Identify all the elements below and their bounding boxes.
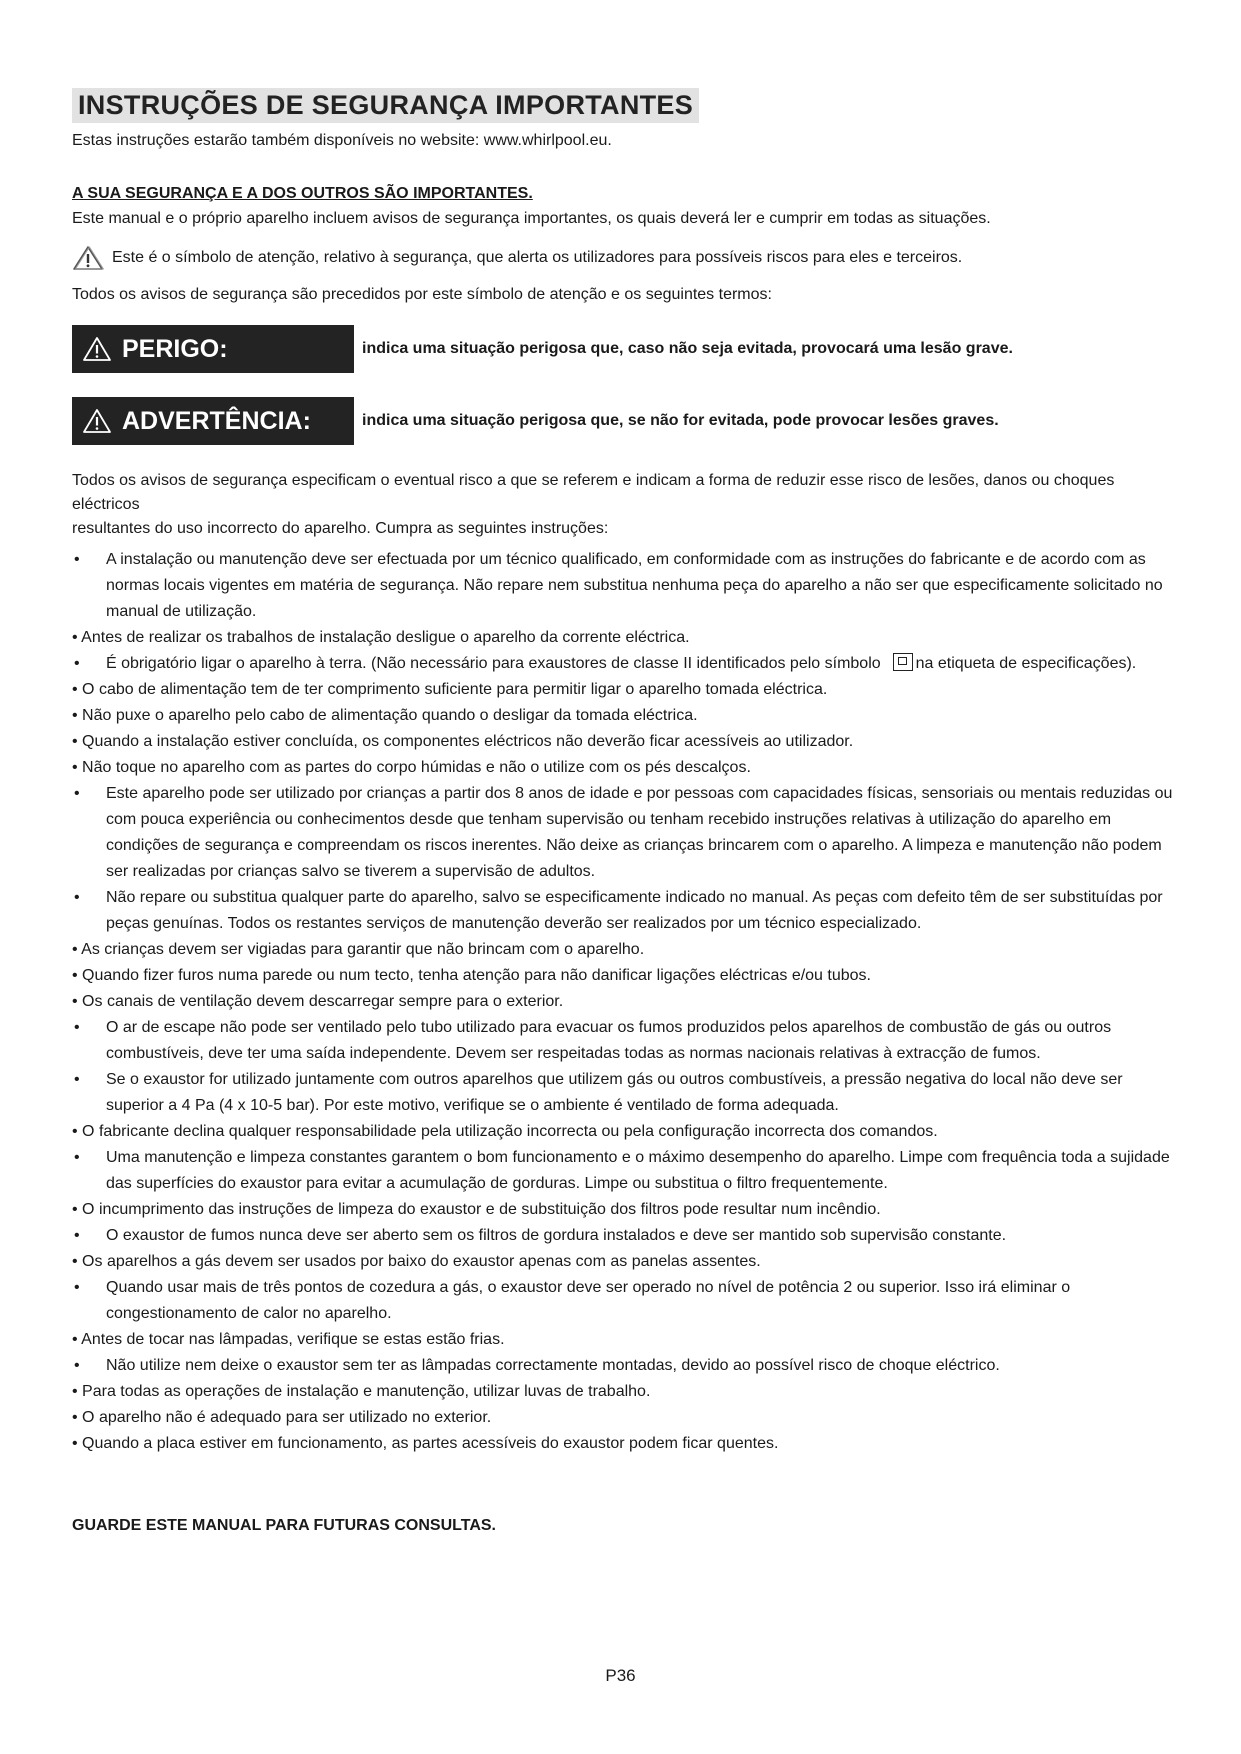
terms-intro: Todos os avisos de segurança são precedidos por este símbolo de atenção e os seguintes termos:: [72, 286, 772, 303]
warning-label: ADVERTÊNCIA:: [122, 406, 311, 435]
list-item: • Para todas as operações de instalação e manutenção, utilizar luvas de trabalho.: [72, 1379, 1182, 1405]
website-note: Estas instruções estarão também disponíveis no website: www.whirlpool.eu.: [72, 132, 612, 149]
list-item: • Uma manutenção e limpeza constantes garantem o bom funcionamento e o máximo desempenho do aparelho. Limpe com frequência toda a sujidade das superfícies do exaustor para evitar a acumulação de gorduras. Limpe ou substitua o filtro frequentemente.: [72, 1145, 1182, 1197]
list-item: • O ar de escape não pode ser ventilado pelo tubo utilizado para evacuar os fumos produzidos pelos aparelhos de combustão de gás ou outros combustíveis, deve ter uma saída independente. Devem ser respeitadas todas as normas nacionais relativas à extracção de fumos.: [72, 1015, 1182, 1067]
list-item: • Quando fizer furos numa parede ou num tecto, tenha atenção para não danificar ligações eléctricas e/ou tubos.: [72, 963, 1182, 989]
list-item: • O exaustor de fumos nunca deve ser aberto sem os filtros de gordura instalados e deve ser mantido sob supervisão constante.: [72, 1223, 1182, 1249]
list-item: • Antes de tocar nas lâmpadas, verifique se estas estão frias.: [72, 1327, 1182, 1353]
list-item: • Este aparelho pode ser utilizado por crianças a partir dos 8 anos de idade e por pessoas com capacidades físicas, sensoriais ou mentais reduzidas ou com pouca experiência ou conhecimentos desde que tenham supervisão ou tenham recebido instruções relativas à utilização do aparelho em condições de segurança e compreendam os riscos inerentes. Não deixe as crianças brincarem com o aparelho. A limpeza e manutenção não podem ser realizadas por crianças salvo se tiverem a supervisão de adultos.: [72, 781, 1182, 885]
list-item: • O cabo de alimentação tem de ter comprimento suficiente para permitir ligar o aparelho tomada eléctrica.: [72, 677, 1182, 703]
page-title: INSTRUÇÕES DE SEGURANÇA IMPORTANTES: [72, 88, 699, 123]
list-item: • Quando a instalação estiver concluída, os componentes eléctricos não deverão ficar acessíveis ao utilizador.: [72, 729, 1182, 755]
danger-label: PERIGO:: [122, 334, 228, 363]
warning-description: indica uma situação perigosa que, se não for evitada, pode provocar lesões graves.: [362, 412, 999, 429]
warning-signal-row: [72, 397, 1182, 445]
danger-label-box: [72, 325, 354, 373]
list-item: • Não utilize nem deixe o exaustor sem ter as lâmpadas correctamente montadas, devido ao possível risco de choque eléctrico.: [72, 1353, 1182, 1379]
list-item: • Não puxe o aparelho pelo cabo de alimentação quando o desligar da tomada eléctrica.: [72, 703, 1182, 729]
general-paragraph: [72, 469, 1182, 541]
list-item: • As crianças devem ser vigiadas para garantir que não brincam com o aparelho.: [72, 937, 1182, 963]
warning-triangle-icon: [82, 336, 112, 362]
list-item: • Os canais de ventilação devem descarregar sempre para o exterior.: [72, 989, 1182, 1015]
general-line-1: Todos os avisos de segurança especificam o eventual risco a que se referem e indicam a forma de reduzir esse risco de lesões, danos ou choques eléctricos: [72, 472, 1115, 513]
danger-description: indica uma situação perigosa que, caso não seja evitada, provocará uma lesão grave.: [362, 340, 1013, 357]
section-heading: A SUA SEGURANÇA E A DOS OUTROS SÃO IMPORTANTES.: [72, 185, 533, 202]
list-item: • A instalação ou manutenção deve ser efectuada por um técnico qualificado, em conformidade com as instruções do fabricante e de acordo com as normas locais vigentes em matéria de segurança. Não repare nem substitua nenhuma peça do aparelho a não ser que especificamente solicitado no manual de utilização.: [72, 547, 1182, 625]
warning-label-box: [72, 397, 354, 445]
intro-paragraph: Este manual e o próprio aparelho incluem avisos de segurança importantes, os quais deverá ler e cumprir em todas as situações.: [72, 210, 991, 227]
attention-symbol-row: [72, 245, 1182, 271]
list-item: • O aparelho não é adequado para ser utilizado no exterior.: [72, 1405, 1182, 1431]
class-ii-symbol-icon: [893, 653, 913, 671]
document-page: [72, 88, 1182, 1535]
safety-instructions-list: [72, 547, 1182, 1457]
list-item: • Não repare ou substitua qualquer parte do aparelho, salvo se especificamente indicado no manual. As peças com defeito têm de ser substituídas por peças genuínas. Todos os restantes serviços de manutenção deverão ser realizados por um técnico especializado.: [72, 885, 1182, 937]
list-item: • O fabricante declina qualquer responsabilidade pela utilização incorrecta ou pela configuração incorrecta dos comandos.: [72, 1119, 1182, 1145]
warning-triangle-icon: [72, 245, 104, 271]
list-item: • Antes de realizar os trabalhos de instalação desligue o aparelho da corrente eléctrica.: [72, 625, 1182, 651]
save-manual-note: GUARDE ESTE MANUAL PARA FUTURAS CONSULTAS.: [72, 1517, 496, 1534]
list-item: • Não toque no aparelho com as partes do corpo húmidas e não o utilize com os pés descalços.: [72, 755, 1182, 781]
list-item: • O incumprimento das instruções de limpeza do exaustor e de substituição dos filtros pode resultar num incêndio.: [72, 1197, 1182, 1223]
list-item: • Quando a placa estiver em funcionamento, as partes acessíveis do exaustor podem ficar quentes.: [72, 1431, 1182, 1457]
warning-triangle-icon: [82, 408, 112, 434]
page-number: P36: [605, 1666, 636, 1685]
general-line-2: resultantes do uso incorrecto do aparelho. Cumpra as seguintes instruções:: [72, 520, 609, 537]
list-item: • Quando usar mais de três pontos de cozedura a gás, o exaustor deve ser operado no nível de potência 2 ou superior. Isso irá eliminar o congestionamento de calor no aparelho.: [72, 1275, 1182, 1327]
list-item: • É obrigatório ligar o aparelho à terra. (Não necessário para exaustores de classe II identificados pelo símbolo na etiqueta de especificações).: [72, 651, 1182, 677]
list-item: • Se o exaustor for utilizado juntamente com outros aparelhos que utilizem gás ou outros combustíveis, a pressão negativa do local não deve ser superior a 4 Pa (4 x 10-5 bar). Por este motivo, verifique se o ambiente é ventilado de forma adequada.: [72, 1067, 1182, 1119]
danger-signal-row: [72, 325, 1182, 373]
list-item: • Os aparelhos a gás devem ser usados por baixo do exaustor apenas com as panelas assentes.: [72, 1249, 1182, 1275]
attention-text: Este é o símbolo de atenção, relativo à segurança, que alerta os utilizadores para possíveis riscos para eles e terceiros.: [112, 249, 963, 266]
